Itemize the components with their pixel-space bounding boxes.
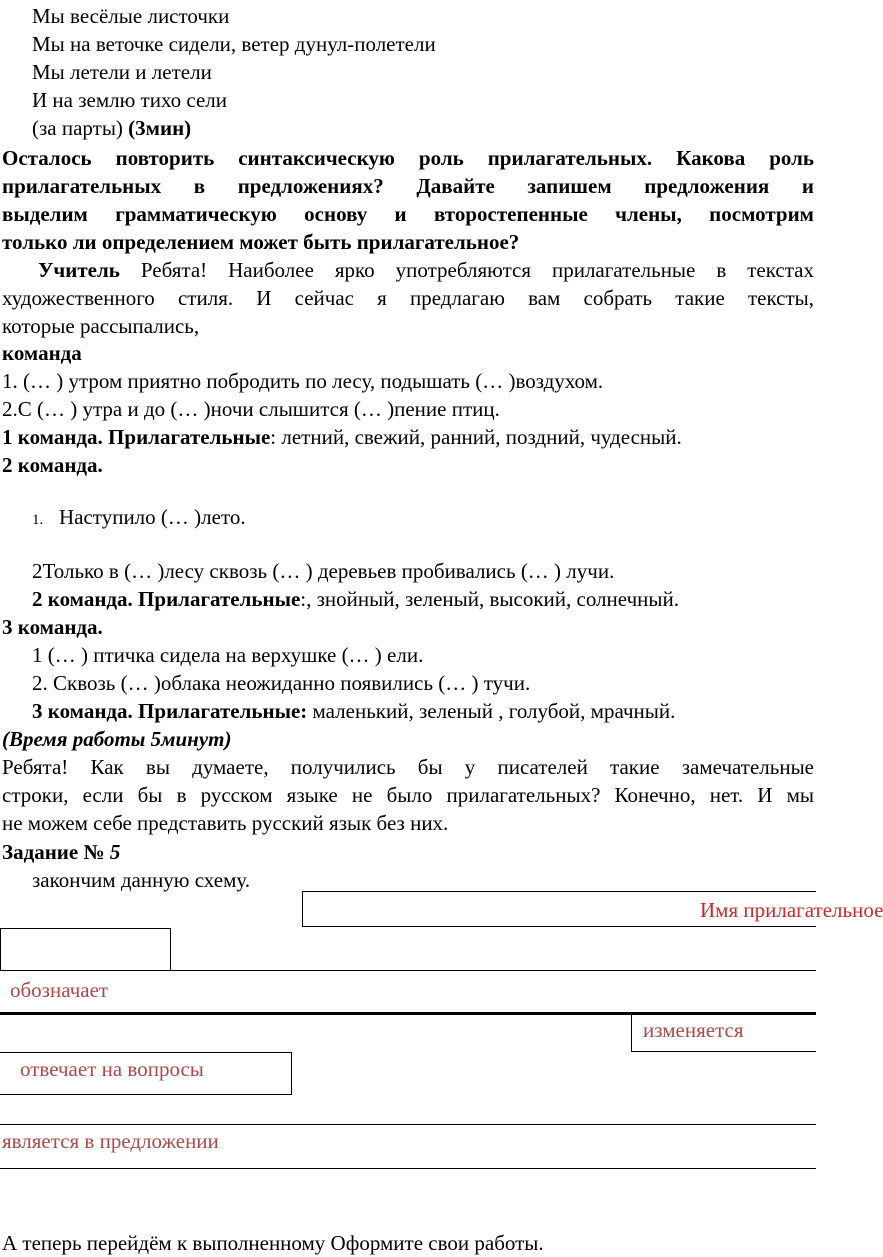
teacher-label: Учитель — [38, 258, 120, 282]
task-heading — [2, 838, 120, 866]
scheme-changes-left — [631, 1013, 632, 1052]
team2-adj-label: 2 команда. Прилагательные — [32, 587, 301, 611]
closing-line-2: строки, если бы в русском языке не было прилагательных? Конечно, нет. И мы — [2, 783, 814, 807]
team3-adj-words: маленький, зеленый , голубой, мрачный. — [307, 699, 676, 723]
poem-end-line — [32, 114, 191, 142]
task-instruction: закончим данную схему. — [32, 868, 251, 892]
poem-line-3: Мы летели и летели — [32, 60, 212, 84]
team1-words: : летний, свежий, ранний, поздний, чудесный. — [270, 425, 682, 449]
question-line-3: выделим грамматическую основу и второстепенные члены, посмотрим — [2, 202, 814, 226]
scheme-thick-divider — [0, 1012, 816, 1015]
teacher-text-1: Ребята! Наиболее ярко употребляются прилагательные в текстах — [140, 258, 814, 282]
scheme-denotes: обозначает — [10, 978, 109, 1002]
closing-line-1: Ребята! Как вы думаете, получились бы у писателей такие замечательные — [2, 755, 814, 779]
team2-label: 2 команда. — [2, 453, 103, 477]
question-line-4: только ли определением может быть прилагательное? — [2, 230, 520, 254]
scheme-title: Имя прилагательное — [700, 898, 883, 922]
final-line: А теперь перейдём к выполненному Оформите свои работы. — [2, 1231, 544, 1255]
time-note: (Время работы 5минут) — [2, 727, 232, 751]
team2-sentence-2: 2Только в (… )лесу сквозь (… ) деревьев пробивались (… ) лучи. — [32, 559, 615, 583]
question-line-2: прилагательных в предложениях? Давайте запишем предложения и — [2, 174, 814, 198]
scheme-role-bottom — [0, 1168, 816, 1169]
team-word: команда — [2, 341, 82, 365]
team1-adjectives — [2, 423, 682, 451]
scheme-answers: отвечает на вопросы — [20, 1057, 204, 1081]
scheme-answers-top — [0, 1052, 292, 1053]
teacher-line-3: которые рассыпались, — [2, 314, 200, 338]
task-number: 5 — [109, 840, 121, 864]
scheme-changes: изменяется — [643, 1018, 744, 1042]
task-label: Задание № — [2, 840, 110, 864]
team2-adjectives — [32, 585, 679, 613]
poem-line-2: Мы на веточке сидели, ветер дунул-полетели — [32, 32, 436, 56]
teacher-line-2: художественного стиля. И сейчас я предлагаю вам собрать такие тексты, — [2, 286, 814, 310]
scheme-title-box-left — [302, 891, 303, 927]
teacher-line-1 — [38, 256, 814, 284]
team3-sentence-2: 2. Сквозь (… )облака неожиданно появились (… ) тучи. — [32, 671, 531, 695]
scheme-denotes-top — [0, 970, 816, 971]
team2-s1-number: 1. — [32, 512, 44, 528]
team3-label: 3 команда. — [2, 615, 103, 639]
team3-adjectives — [32, 697, 675, 725]
scheme-role: является в предложении — [2, 1129, 219, 1153]
team1-sentence-1: 1. (… ) утром приятно побродить по лесу, подышать (… )воздухом. — [2, 369, 604, 393]
poem-end-text: (за парты) — [32, 116, 123, 140]
closing-line-3: не можем себе представить русский язык без них. — [2, 811, 449, 835]
team3-sentence-1: 1 (… ) птичка сидела на верхушке (… ) ели. — [32, 643, 424, 667]
scheme-answers-bottom — [0, 1094, 292, 1095]
scheme-role-top — [0, 1124, 816, 1125]
team2-s1-text: Наступило (… )лето. — [59, 505, 246, 529]
team1-sentence-2: 2.С (… ) утра и до (… )ночи слышится (… )пение птиц. — [2, 397, 500, 421]
team3-adj-label: 3 команда. Прилагательные: — [32, 699, 308, 723]
poem-end-duration: (3мин) — [128, 116, 192, 140]
poem-line-4: И на землю тихо сели — [32, 88, 228, 112]
question-line-1: Осталось повторить синтаксическую роль прилагательных. Какова роль — [2, 146, 814, 170]
scheme-title-box-top — [302, 891, 816, 892]
scheme-title-box-bottom — [302, 926, 816, 927]
scheme-empty-box[interactable] — [0, 928, 171, 971]
scheme-changes-bottom — [631, 1051, 816, 1052]
poem-line-1: Мы весёлые листочки — [32, 4, 230, 28]
team2-adj-words: :, знойный, зеленый, высокий, солнечный. — [300, 587, 679, 611]
team2-sentence-1 — [32, 503, 246, 534]
team1-label: 1 команда. Прилагательные — [2, 425, 271, 449]
scheme-answers-right — [291, 1052, 292, 1095]
